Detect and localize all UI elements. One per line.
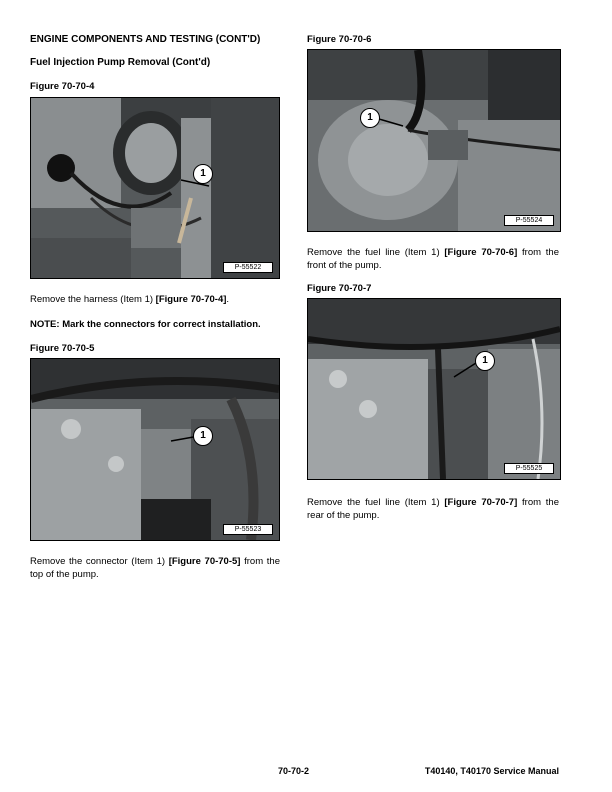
figure-reference: [Figure 70-70-4] <box>155 294 227 305</box>
note-text: NOTE: Mark the connectors for correct installation. <box>30 319 261 330</box>
callout-item-1: 1 <box>475 351 495 371</box>
instruction-paragraph-4: Remove the fuel line (Item 1) [Figure 70-70-7] from the rear of the pump. <box>307 497 559 521</box>
subsection-title: Fuel Injection Pump Removal (Cont'd) <box>30 57 211 68</box>
instruction-paragraph-3: Remove the fuel line (Item 1) [Figure 70-70-6] from the front of the pump. <box>307 247 559 271</box>
instruction-paragraph-2: Remove the connector (Item 1) [Figure 70-70-5] from the top of the pump. <box>30 556 280 580</box>
engine-photo-harness <box>31 98 279 278</box>
figure-photo-70-70-5 <box>30 358 280 541</box>
section-title: ENGINE COMPONENTS AND TESTING (CONT'D) <box>30 34 261 45</box>
figure-reference: [Figure 70-70-7] <box>444 497 518 508</box>
page-number: 70-70-2 <box>278 766 310 776</box>
callout-item-1: 1 <box>360 108 380 128</box>
figure-label-70-70-6: Figure 70-70-6 <box>307 34 372 45</box>
figure-label-70-70-5: Figure 70-70-5 <box>30 343 95 354</box>
figure-photo-70-70-7 <box>307 298 561 480</box>
engine-photo-connector <box>31 359 279 540</box>
figure-photo-70-70-6 <box>307 49 561 232</box>
callout-item-1: 1 <box>193 164 213 184</box>
figure-reference: [Figure 70-70-5] <box>168 556 241 567</box>
figure-reference: [Figure 70-70-6] <box>444 247 518 258</box>
engine-photo-rear-fuel-line <box>308 299 560 479</box>
photo-reference-number: P-55524 <box>504 215 554 226</box>
manual-title: T40140, T40170 Service Manual <box>424 766 559 776</box>
engine-photo-front-fuel-line <box>308 50 560 231</box>
instruction-paragraph-1: Remove the harness (Item 1) [Figure 70-70-4]. <box>30 294 230 305</box>
callout-item-1: 1 <box>193 426 213 446</box>
photo-reference-number: P-55523 <box>223 524 273 535</box>
figure-photo-70-70-4 <box>30 97 280 279</box>
photo-reference-number: P-55525 <box>504 463 554 474</box>
figure-label-70-70-7: Figure 70-70-7 <box>307 283 372 294</box>
photo-reference-number: P-55522 <box>223 262 273 273</box>
figure-label-70-70-4: Figure 70-70-4 <box>30 81 95 92</box>
